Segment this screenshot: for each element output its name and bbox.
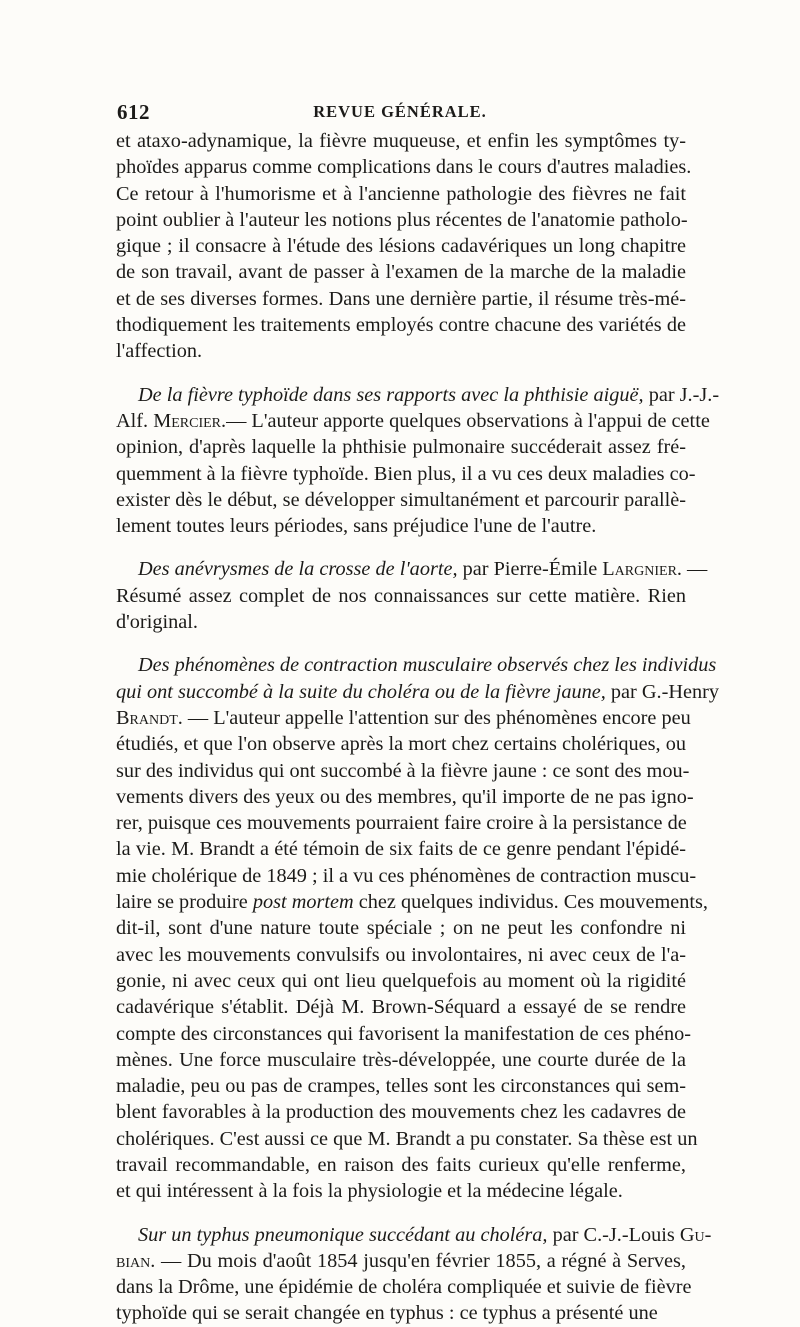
text-line [116,154,692,180]
paragraph [116,382,720,540]
line-text: Ce retour à l'humorisme et à l'ancienne pathologie des fièvres ne fait [116,182,686,205]
text-line [116,652,717,678]
text-line [116,810,686,836]
line-text: et de ses diverses formes. Dans une dernière partie, il résume très-mé- [116,287,686,310]
paragraph [116,128,692,365]
text-line [116,583,686,609]
line-text: dans la Drôme, une épidémie de choléra compliquée et suivie de fièvre [116,1276,692,1299]
line-text: vements divers des yeux ou des membres, qu'il importe de ne pas igno- [116,785,694,808]
text-line [116,758,690,784]
paragraph [116,1222,712,1327]
text-line [116,1222,712,1248]
line-text: — [681,558,708,581]
text-line [116,207,686,233]
line-text: par J.-J.- [643,383,720,406]
line-text: — Du mois d'août 1854 jusqu'en février 1855, a régné à Serves, [155,1249,686,1272]
author-name: Gu- [679,1223,712,1246]
text-line [116,994,686,1020]
text-line [116,1248,686,1274]
text-line [116,679,720,705]
paragraph [116,556,708,635]
line-text: avec les mouvements convulsifs ou involontaires, ni avec ceux de l'a- [116,943,686,966]
line-text: cadavérique s'établit. Déjà M. Brown-Séquard a essayé de se rendre [116,996,686,1019]
text-line [116,1126,698,1152]
text-line [116,1047,686,1073]
line-text: par Pierre-Émile [457,558,603,581]
text-line [116,836,686,862]
text-line [116,259,686,285]
line-text: quemment à la fièvre typhoïde. Bien plus, il a vu ces deux maladies co- [116,462,696,485]
line-text: sur des individus qui ont succombé à la fièvre jaune : ce sont des mou- [116,759,690,782]
text-line [116,942,686,968]
line-text: mie cholérique de 1849 ; il a vu ces phénomènes de contraction muscu- [116,864,697,887]
italic-text: Des phénomènes de contraction musculaire observés chez les individus [138,654,717,677]
italic-text: De la fièvre typhoïde dans ses rapports avec la phthisie aiguë, [138,383,644,406]
line-text: thodiquement les traitements employés contre chacune des variétés de [116,314,686,337]
line-text: typhoïde qui se serait changée en typhus : ce typhus a présenté une [116,1302,658,1325]
line-text: maladie, peu ou pas de crampes, telles sont les circonstances qui sem- [116,1075,686,1098]
text-line [116,286,686,312]
author-name: Mercier. [153,409,227,432]
italic-text: qui ont succombé à la suite du choléra ou de la fièvre jaune, [116,680,606,703]
text-line [116,382,720,408]
line-text: travail recommandable, en raison des faits curieux qu'elle renferme, [116,1153,686,1176]
line-text: Résumé assez complet de nos connaissances sur cette matière. Rien [116,584,686,607]
italic-text: Des anévrysmes de la crosse de l'aorte, [138,558,458,581]
text-line [116,1178,686,1204]
text-line [116,434,686,460]
line-text: — L'auteur appelle l'attention sur des phénomènes encore peu [182,706,691,729]
italic-text: Sur un typhus pneumonique succédant au choléra, [138,1223,548,1246]
line-text: phoïdes apparus comme complications dans le cours d'autres maladies. [116,156,692,179]
text-line [116,312,686,338]
line-text: la vie. M. Brandt a été témoin de six faits de ce genre pendant l'épidé- [116,838,686,861]
line-text: dit-il, sont d'une nature toute spéciale ; on ne peut les confondre ni [116,917,686,940]
text-line [116,461,696,487]
text-line [116,408,710,434]
text-line [116,705,691,731]
running-head: REVUE GÉNÉRALE. [313,102,487,121]
line-text: compte des circonstances qui favorisent la manifestation de ces phéno- [116,1022,691,1045]
text-line [116,556,708,582]
line-text: blent favorables à la production des mouvements chez les cadavres de [116,1101,686,1124]
italic-text: post mortem [252,891,354,914]
text-line [116,968,686,994]
text-line [116,181,686,207]
line-text: point oublier à l'auteur les notions plus récentes de l'anatomie patholo- [116,208,688,231]
line-text: gonie, ni avec ceux qui ont lieu quelquefois au moment où la rigidité [116,969,686,992]
line-text: de son travail, avant de passer à l'examen de la marche de la maladie [116,261,686,284]
text-line [116,1274,692,1300]
text-line [116,338,686,364]
paragraph [116,652,720,1204]
page-header [117,100,683,130]
line-text: étudiés, et que l'on observe après la mort chez certains cholériques, ou [116,733,686,756]
body-text [116,128,720,1327]
text-line [116,609,686,635]
text-line [116,731,686,757]
text-line [116,1073,686,1099]
line-text: cholériques. C'est aussi ce que M. Brandt a pu constater. Sa thèse est un [116,1127,698,1150]
text-line [116,1021,691,1047]
text-line [116,128,686,154]
line-text: rer, puisque ces mouvements pourraient faire croire à la persistance de [116,812,687,835]
line-text: chez quelques individus. Ces mouvements, [353,891,708,914]
line-text: — L'auteur apporte quelques observations à l'appui de cette [226,409,710,432]
line-text: par C.-J.-Louis [547,1223,680,1246]
text-line [116,863,697,889]
text-line [116,487,686,513]
line-text: et ataxo-adynamique, la fièvre muqueuse, et enfin les symptômes ty- [116,130,686,152]
line-text: laire se produire [116,891,253,914]
line-text: mènes. Une force musculaire très-développée, une courte durée de la [116,1048,686,1071]
line-text: exister dès le début, se développer simultanément et parcourir parallè- [116,488,686,511]
line-text: d'original. [116,611,198,634]
line-text: Alf. [116,409,154,432]
line-text: et qui intéressent à la fois la physiologie et la médecine légale. [116,1180,623,1203]
text-line [116,889,708,915]
text-line [116,1099,686,1125]
line-text: opinion, d'après laquelle la phthisie pulmonaire succéderait assez fré- [116,436,686,459]
text-line [116,513,686,539]
line-text: par G.-Henry [605,680,720,703]
page-number: 612 [117,100,150,124]
text-line [116,915,686,941]
line-text: gique ; il consacre à l'étude des lésions cadavériques un long chapitre [116,235,686,258]
text-line [116,1152,686,1178]
text-line [116,1300,686,1326]
line-text: lement toutes leurs périodes, sans préjudice l'une de l'autre. [116,515,597,538]
text-line [116,784,694,810]
author-name: Brandt. [116,706,183,729]
author-name: Largnier. [602,558,682,581]
text-line [116,233,686,259]
author-name: bian. [116,1249,156,1272]
line-text: l'affection. [116,340,203,363]
